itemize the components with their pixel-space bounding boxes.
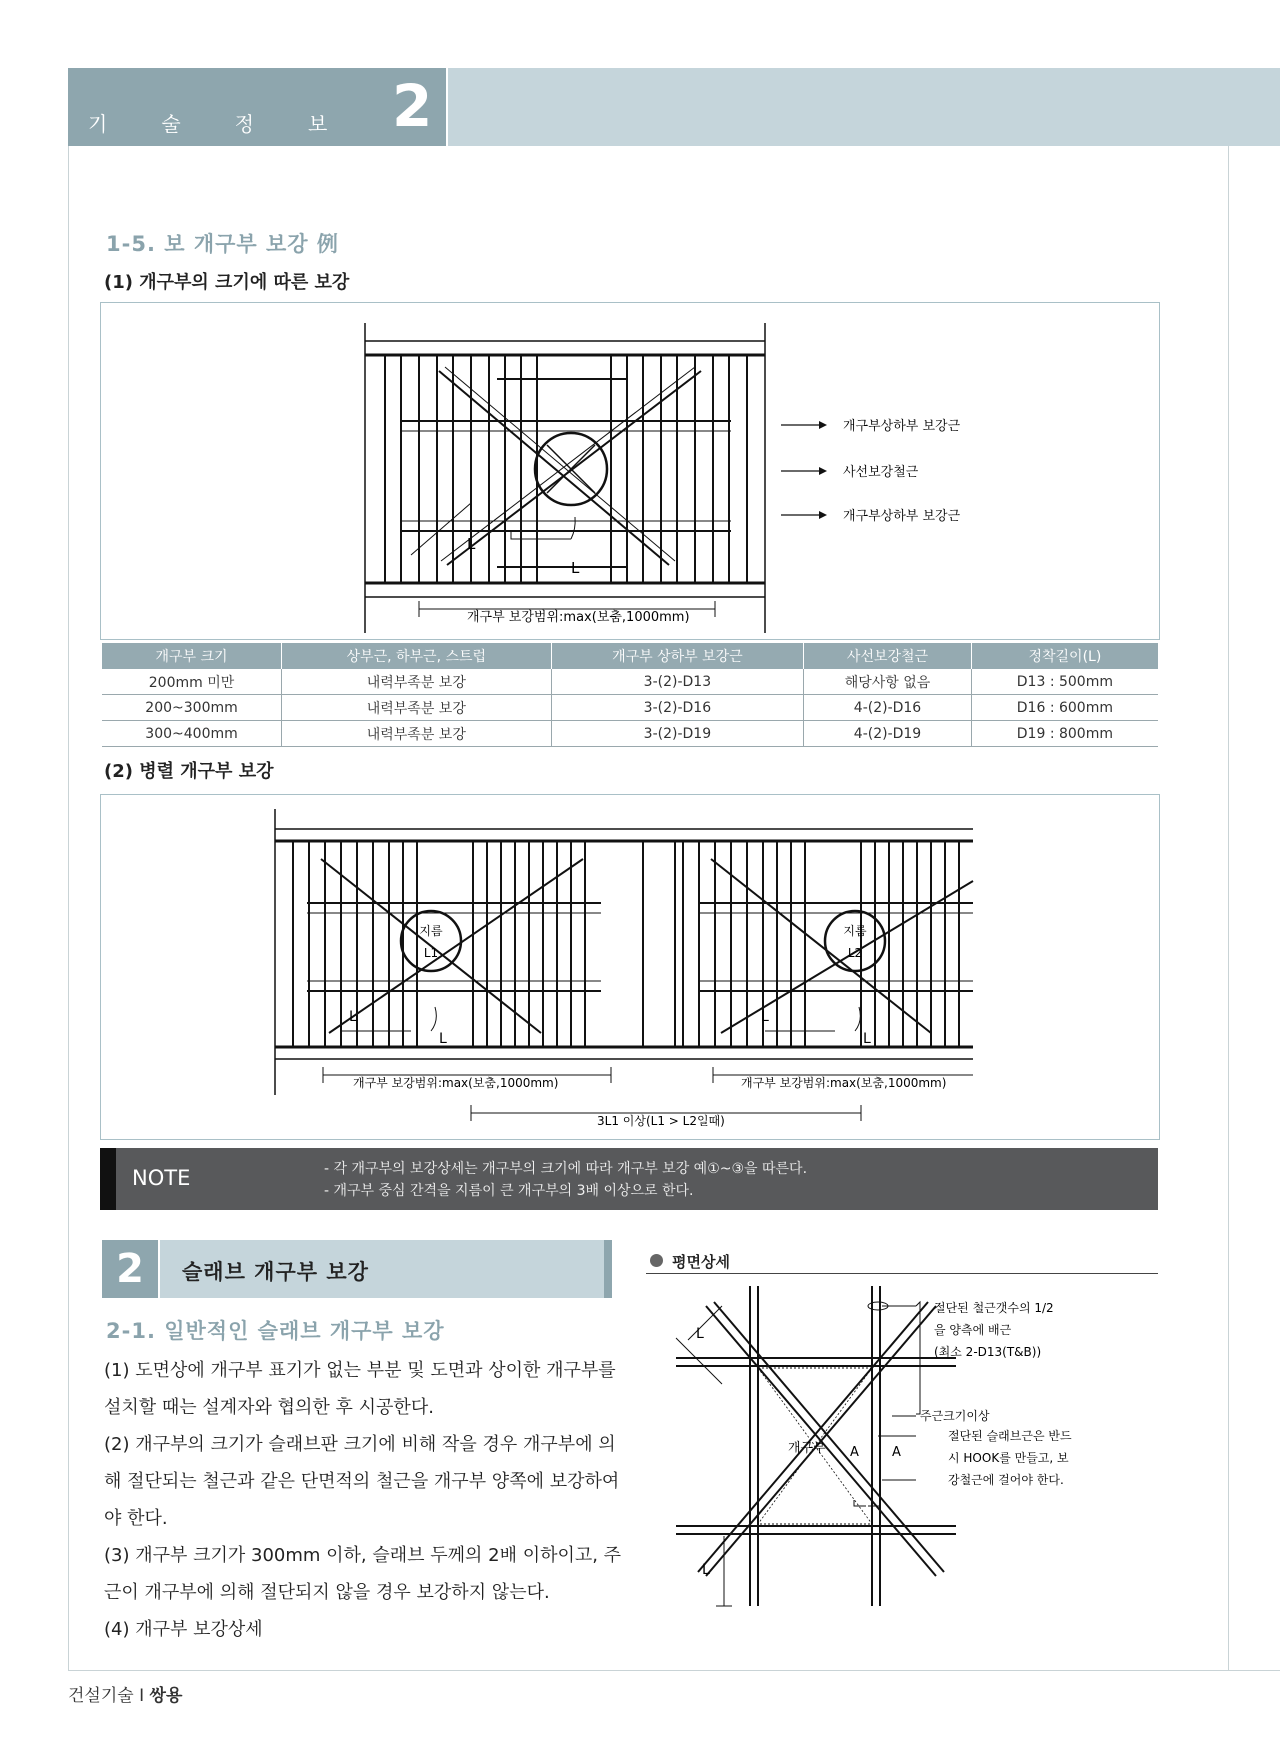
table-cell: D19 : 800mm [971, 721, 1158, 747]
table-cell: 200~300mm [102, 695, 282, 721]
body-text [104, 1352, 624, 1648]
paragraph: (2) 개구부의 크기가 슬래브판 크기에 비해 작을 경우 개구부에 의해 절단되는 철근과 같은 단면적의 철근을 개구부 양쪽에 보강하여야 한다. [104, 1434, 620, 1529]
length-label: L [349, 1009, 357, 1025]
bottom-rule [68, 1670, 1280, 1671]
table-cell: 300~400mm [102, 721, 282, 747]
table-row [102, 721, 1158, 747]
label-diagonal-reinforcement: 사선보강철근 [843, 465, 919, 480]
figure-opening-size [100, 302, 1160, 640]
plan-note: 절단된 철근갯수의 1/2 [934, 1301, 1054, 1315]
subsection-title: 2-1. 일반적인 슬래브 개구부 보강 [106, 1319, 445, 1343]
plan-note: 을 양측에 배근 [934, 1323, 1012, 1337]
table-cell: 4-(2)-D19 [804, 721, 972, 747]
length-label: L [702, 1562, 710, 1578]
length-label: L [467, 535, 476, 553]
header-char: 정 [234, 112, 254, 136]
header-category [88, 108, 327, 137]
table-cell: 3-(2)-D16 [551, 695, 804, 721]
length-label: L [761, 1009, 769, 1025]
table-row [102, 669, 1158, 695]
figure-parallel-openings [100, 794, 1160, 1140]
dimension-label: 개구부 보강범위:max(보춤,1000mm) [353, 1076, 559, 1090]
plan-title-rule [646, 1273, 1158, 1274]
table-cell: 3-(2)-D19 [551, 721, 804, 747]
plan-note: 주근크기이상 [920, 1409, 990, 1423]
header-band-light [448, 68, 1280, 146]
section-mark: A [850, 1445, 859, 1460]
paragraph: (3) 개구부 크기가 300mm 이하, 슬래브 두께의 2배 이하이고, 주근이 개구부에 의해 절단되지 않을 경우 보강하지 않는다. [104, 1545, 622, 1603]
table-cell: 내력부족분 보강 [282, 695, 552, 721]
note-marker [100, 1148, 116, 1210]
length-label: L [696, 1326, 704, 1342]
footer-text: 건설기술 I [68, 1686, 150, 1706]
header-char: 기 [88, 112, 108, 136]
dimension-label: 개구부 보강범위:max(보춤,1000mm) [467, 610, 690, 625]
table-cell: 해당사항 없음 [804, 669, 972, 695]
plan-note: 강철근에 걸어야 한다. [948, 1473, 1064, 1487]
table-cell: 200mm 미만 [102, 669, 282, 695]
length-label: L [439, 1031, 447, 1047]
spacing-label: 3L1 이상(L1 > L2일때) [597, 1114, 725, 1128]
table-row [102, 695, 1158, 721]
parallel-opening-diagram [101, 795, 1159, 1139]
paragraph: (1) 도면상에 개구부 표기가 없는 부분 및 도면과 상이한 개구부를 설치할 때는 설계자와 협의한 후 시공한다. [104, 1360, 616, 1418]
hole-label: 지름 [419, 924, 443, 938]
section-number: 2 [102, 1240, 158, 1298]
footer-brand: 쌍용 [149, 1686, 183, 1706]
table-cell: 내력부족분 보강 [282, 669, 552, 695]
table-header: 상부근, 하부근, 스트럽 [282, 643, 552, 669]
plan-note: 시 HOOK를 만들고, 보 [948, 1451, 1069, 1465]
section-heading: 슬래브 개구부 보강 [182, 1260, 369, 1284]
table-cell: D16 : 600mm [971, 695, 1158, 721]
table-header: 개구부 상하부 보강근 [551, 643, 804, 669]
header-char: 술 [161, 112, 181, 136]
paragraph: (4) 개구부 보강상세 [104, 1619, 263, 1640]
header-char: 보 [307, 112, 328, 136]
plan-note: 절단된 슬래브근은 반드 [948, 1429, 1072, 1443]
table-header: 사선보강철근 [804, 643, 972, 669]
note-line: - 각 개구부의 보강상세는 개구부의 크기에 따라 개구부 보강 예①~③을 따른다. [324, 1161, 808, 1177]
label-bottom-reinforcement: 개구부상하부 보강근 [843, 509, 961, 524]
dimension-label: 개구부 보강범위:max(보춤,1000mm) [741, 1076, 947, 1090]
note-box [100, 1148, 1158, 1210]
plan-note: (최소 2-D13(T&B)) [934, 1345, 1042, 1359]
note-line: - 개구부 중심 간격을 지름이 큰 개구부의 3배 이상으로 한다. [324, 1183, 694, 1199]
section-title: 1-5. 보 개구부 보강 例 [106, 232, 339, 256]
subsection-heading: (2) 병렬 개구부 보강 [104, 761, 274, 782]
subsection-heading: (1) 개구부의 크기에 따른 보강 [104, 272, 350, 293]
hole-label: L2 [847, 946, 863, 960]
table-cell: 3-(2)-D13 [551, 669, 804, 695]
reinforcement-table [102, 643, 1158, 747]
right-margin-rule [1228, 146, 1229, 1671]
note-text [324, 1158, 807, 1202]
plan-title: 평면상세 [672, 1253, 730, 1271]
table-header-row [102, 643, 1158, 669]
hole-label: 지름 [843, 924, 867, 938]
left-margin-rule [68, 146, 69, 1671]
hole-label: L1 [423, 946, 439, 960]
beam-opening-diagram [101, 303, 1159, 639]
length-label: L [863, 1031, 871, 1047]
section-mark: A [892, 1445, 901, 1460]
opening-label: 개구부 [788, 1441, 826, 1456]
table-cell: 내력부족분 보강 [282, 721, 552, 747]
label-top-reinforcement: 개구부상하부 보강근 [843, 419, 961, 434]
table-cell: D13 : 500mm [971, 669, 1158, 695]
table-cell: 4-(2)-D16 [804, 695, 972, 721]
note-label: NOTE [132, 1166, 191, 1190]
table-header: 정착길이(L) [971, 643, 1158, 669]
header-number: 2 [392, 72, 433, 140]
table-header: 개구부 크기 [102, 643, 282, 669]
length-label: L [571, 559, 580, 577]
slab-plan-diagram [646, 1276, 1126, 1616]
footer [68, 1681, 182, 1706]
bullet-icon [650, 1254, 663, 1267]
